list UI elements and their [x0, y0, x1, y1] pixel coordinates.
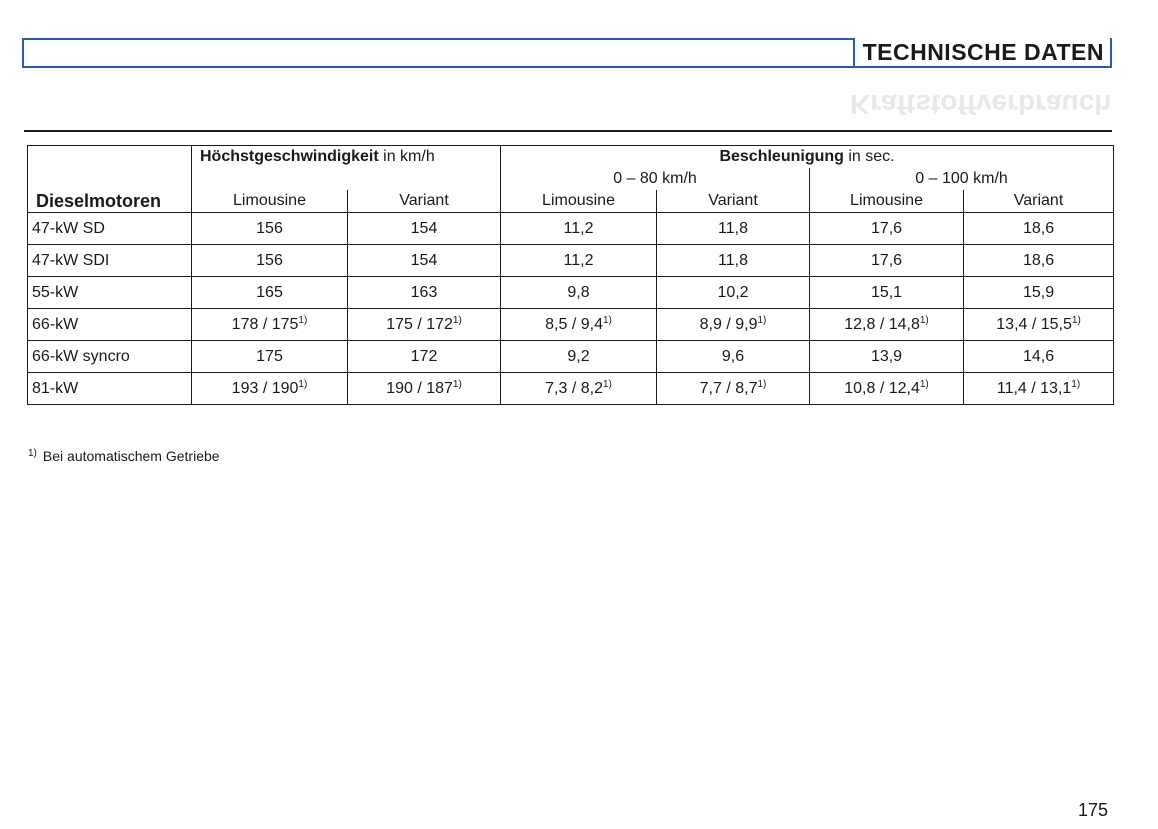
- value-cell: 172: [348, 341, 501, 373]
- footnote-marker: 1): [919, 314, 929, 326]
- subheader-ts-variant: Variant: [348, 190, 501, 213]
- table-row: [28, 309, 1114, 341]
- table-row: [28, 373, 1114, 405]
- value-cell: 190 / 187$^{1)}$: [348, 373, 501, 405]
- value-cell: 10,2: [657, 277, 810, 309]
- value-cell: 8,5 / 9,4$^{1)}$: [501, 309, 657, 341]
- table-row: [28, 245, 1114, 277]
- engine-cell: 47-kW SD: [28, 213, 192, 245]
- section-title: TECHNISCHE DATEN: [853, 38, 1110, 68]
- accel-range-0-80: 0 – 80 km/h: [501, 168, 810, 190]
- value-cell: 156: [192, 245, 348, 277]
- acceleration-header: [501, 146, 1114, 169]
- engine-cell: 66-kW syncro: [28, 341, 192, 373]
- value-cell: 13,9: [810, 341, 964, 373]
- value-cell: 11,2: [501, 245, 657, 277]
- value-cell: 7,7 / 8,7$^{1)}$: [657, 373, 810, 405]
- top-speed-unit: in km/h: [383, 148, 435, 165]
- footnote-marker: 1): [452, 378, 462, 390]
- acceleration-unit: in sec.: [848, 148, 895, 165]
- value-cell: 11,4 / 13,1$^{1)}$: [964, 373, 1114, 405]
- value-cell: 18,6: [964, 245, 1114, 277]
- corner-cell: [28, 146, 192, 169]
- value-cell: 11,8: [657, 213, 810, 245]
- subheader-a80-variant: Variant: [657, 190, 810, 213]
- value-cell: 175 / 172$^{1)}$: [348, 309, 501, 341]
- subheader-a100-limousine: Limousine: [810, 190, 964, 213]
- footnote-marker: 1): [298, 378, 308, 390]
- top-speed-header: [192, 146, 501, 169]
- footnote-marker: 1): [452, 314, 462, 326]
- value-cell: 9,6: [657, 341, 810, 373]
- footnote-marker: 1): [757, 378, 767, 390]
- engine-cell: 47-kW SDI: [28, 245, 192, 277]
- value-cell: 9,8: [501, 277, 657, 309]
- value-cell: 154: [348, 213, 501, 245]
- footnote-marker: 1): [1071, 378, 1081, 390]
- value-cell: 12,8 / 14,8$^{1)}$: [810, 309, 964, 341]
- row-header-title: Dieselmotoren: [28, 190, 192, 213]
- value-cell: 17,6: [810, 245, 964, 277]
- value-cell: 8,9 / 9,9$^{1)}$: [657, 309, 810, 341]
- footnote-marker: 1): [602, 378, 612, 390]
- table-row: [28, 277, 1114, 309]
- top-speed-label: Höchstgeschwindigkeit: [200, 148, 379, 165]
- value-cell: 178 / 175$^{1)}$: [192, 309, 348, 341]
- value-cell: 18,6: [964, 213, 1114, 245]
- header-bar: [22, 38, 1112, 68]
- table-header-row-1: [28, 146, 1114, 169]
- value-cell: 165: [192, 277, 348, 309]
- value-cell: 13,4 / 15,5$^{1)}$: [964, 309, 1114, 341]
- value-cell: 193 / 190$^{1)}$: [192, 373, 348, 405]
- value-cell: 15,1: [810, 277, 964, 309]
- value-cell: 11,8: [657, 245, 810, 277]
- engine-cell: 81-kW: [28, 373, 192, 405]
- engine-cell: 55-kW: [28, 277, 192, 309]
- value-cell: 175: [192, 341, 348, 373]
- table-header-row-2: [28, 168, 1114, 190]
- value-cell: 17,6: [810, 213, 964, 245]
- accel-range-0-100: 0 – 100 km/h: [810, 168, 1114, 190]
- bleed-through-heading: Kraftstoffverbrauch: [850, 89, 1112, 120]
- value-cell: 11,2: [501, 213, 657, 245]
- value-cell: 9,2: [501, 341, 657, 373]
- footnote-marker: 1): [602, 314, 612, 326]
- engine-cell: 66-kW: [28, 309, 192, 341]
- acceleration-label: Beschleunigung: [719, 148, 844, 165]
- footnote-text: Bei automatischem Getriebe: [42, 448, 220, 464]
- subheader-a80-limousine: Limousine: [501, 190, 657, 213]
- footnote-marker: 1): [757, 314, 767, 326]
- value-cell: 10,8 / 12,4$^{1)}$: [810, 373, 964, 405]
- value-cell: 7,3 / 8,2$^{1)}$: [501, 373, 657, 405]
- subheader-a100-variant: Variant: [964, 190, 1114, 213]
- table-row: [28, 341, 1114, 373]
- footnote: [28, 448, 220, 464]
- table-header-row-3: [28, 190, 1114, 213]
- footnote-marker: 1): [1071, 314, 1081, 326]
- footnote-marker: 1): [298, 314, 308, 326]
- value-cell: 154: [348, 245, 501, 277]
- footnote-marker: 1): [919, 378, 929, 390]
- horizontal-rule: [24, 130, 1112, 132]
- subheader-ts-limousine: Limousine: [192, 190, 348, 213]
- value-cell: 163: [348, 277, 501, 309]
- value-cell: 156: [192, 213, 348, 245]
- value-cell: 15,9: [964, 277, 1114, 309]
- footnote-marker: 1): [28, 448, 37, 459]
- table-row: [28, 213, 1114, 245]
- page-number: 175: [1078, 800, 1109, 820]
- value-cell: 14,6: [964, 341, 1114, 373]
- diesel-performance-table: [27, 145, 1114, 405]
